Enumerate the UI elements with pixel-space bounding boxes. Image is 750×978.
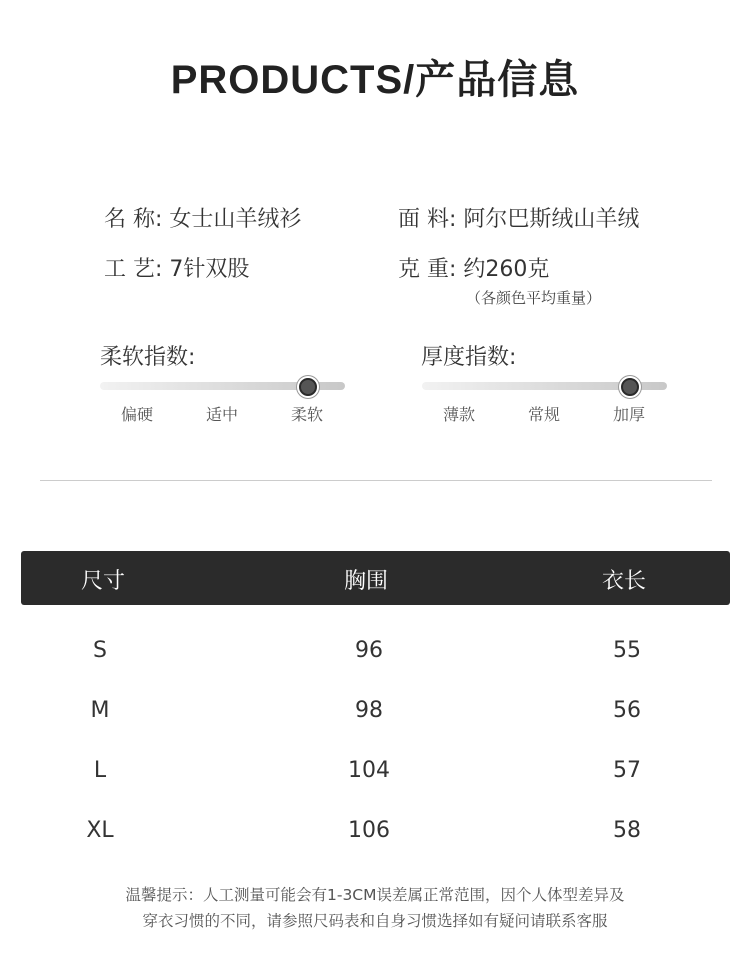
cell-size: XL [86,818,114,843]
info-craft [104,252,249,283]
cell-length: 58 [613,818,641,843]
info-name-label: 名 称: [104,207,163,232]
softness-tick-2: 适中 [205,405,238,424]
info-name-value: 女士山羊绒衫 [169,207,302,232]
table-row [0,632,750,672]
softness-tick-3: 柔软 [290,405,323,424]
footer-line-1: 温馨提示：人工测量可能会有1-3CM误差属正常范围，因个人体型差异及 [125,886,625,904]
cell-chest: 106 [348,818,390,843]
info-weight-label: 克 重: [398,257,457,282]
table-header [21,551,730,605]
thickness-knob [621,378,639,396]
footer-line-2: 穿衣习惯的不同，请参照尺码表和自身习惯选择如有疑问请联系客服 [142,912,608,930]
info-craft-value: 7针双股 [169,257,250,282]
info-craft-label: 工 艺: [104,257,163,282]
header-length: 衣长 [602,569,647,594]
footer-note [0,882,750,934]
cell-chest: 104 [348,758,390,783]
table-row [0,812,750,852]
cell-size: S [93,638,107,663]
info-material-value: 阿尔巴斯绒山羊绒 [463,207,640,232]
cell-size: M [90,698,110,723]
thickness-tick-3: 加厚 [612,405,645,424]
header-chest: 胸围 [344,569,389,594]
weight-note: （各颜色平均重量） [466,289,602,307]
page-title: PRODUCTS/产品信息 [170,58,580,102]
section-divider [40,480,712,481]
softness-label: 柔软指数: [100,345,196,370]
info-material-label: 面 料: [398,207,457,232]
softness-tick-1: 偏硬 [120,405,153,424]
thickness-tick-2: 常规 [527,405,560,424]
thickness-tick-1: 薄款 [442,405,475,424]
info-name [104,202,301,233]
info-weight-value: 约260克 [463,257,550,282]
table-row [0,692,750,732]
cell-length: 55 [613,638,641,663]
cell-chest: 98 [355,698,383,723]
cell-length: 57 [613,758,641,783]
info-weight [398,252,549,283]
cell-length: 56 [613,698,641,723]
table-row [0,752,750,792]
info-material [398,202,639,233]
softness-knob [299,378,317,396]
header-size: 尺寸 [81,569,126,594]
thickness-label: 厚度指数: [421,345,517,370]
cell-size: L [93,758,107,783]
cell-chest: 96 [355,638,383,663]
